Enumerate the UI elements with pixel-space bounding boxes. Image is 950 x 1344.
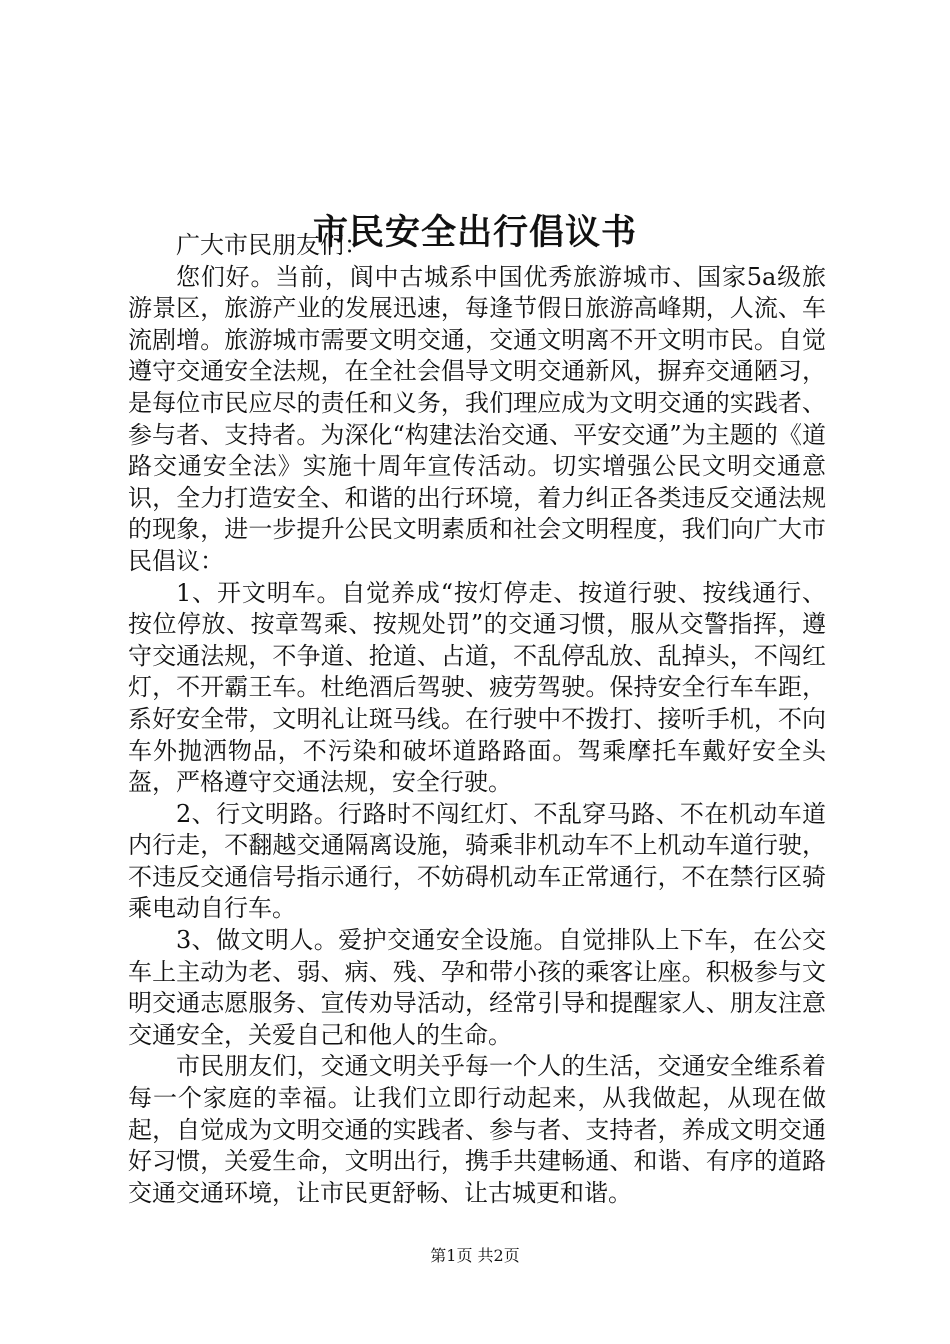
document-body [128, 230, 826, 1209]
paragraph-item-2: 2、行文明路。行路时不闯红灯、不乱穿马路、不在机动车道内行走，不翻越交通隔离设施，骑乘非机动车不上机动车道行驶，不违反交通信号指示通行，不妨碍机动车正常通行，不在禁行区骑乘电动自行车。 [128, 799, 826, 923]
paragraph-intro: 您们好。当前，阆中古城系中国优秀旅游城市、国家5a级旅游景区，旅游产业的发展迅速，每逢节假日旅游高峰期，人流、车流剧增。旅游城市需要文明交通，交通文明离不开文明市民。自觉遵守交通安全法规，在全社会倡导文明交通新风，摒弃交通陋习，是每位市民应尽的责任和义务，我们理应成为文明交通的实践者、参与者、支持者。为深化“构建法治交通、平安交通”为主题的《道路交通安全法》实施十周年宣传活动。切实增强公民文明交通意识，全力打造安全、和谐的出行环境，着力纠正各类违反交通法规的现象，进一步提升公民文明素质和社会文明程度，我们向广大市民倡议： [128, 262, 826, 575]
document-title: 市民安全出行倡议书 [312, 212, 637, 254]
paragraph-item-3: 3、做文明人。爱护交通安全设施。自觉排队上下车，在公交车上主动为老、弱、病、残、孕和带小孩的乘客让座。积极参与文明交通志愿服务、宣传劝导活动，经常引导和提醒家人、朋友注意交通安全，关爱自己和他人的生命。 [128, 926, 826, 1049]
paragraph-closing: 市民朋友们，交通文明关乎每一个人的生活，交通安全维系着每一个家庭的幸福。让我们立即行动起来，从我做起，从现在做起，自觉成为文明交通的实践者、参与者、支持者，养成文明交通好习惯，关爱生命，文明出行，携手共建畅通、和谐、有序的道路交通交通环境，让市民更舒畅、让古城更和谐。 [128, 1052, 826, 1207]
page-number-footer: 第1页 共2页 [430, 1246, 520, 1265]
salutation: 广大市民朋友们： [176, 231, 368, 259]
paragraph-item-1: 1、开文明车。自觉养成“按灯停走、按道行驶、按线通行、按位停放、按章驾乘、按规处罚”的交通习惯，服从交警指挥，遵守交通法规，不争道、抢道、占道，不乱停乱放、乱掉头，不闯红灯，不开霸王车。杜绝酒后驾驶、疲劳驾驶。保持安全行车车距，系好安全带，文明礼让斑马线。在行驶中不拨打、接听手机，不向车外抛洒物品，不污染和破坏道路路面。驾乘摩托车戴好安全头盔，严格遵守交通法规，安全行驶。 [128, 578, 826, 797]
